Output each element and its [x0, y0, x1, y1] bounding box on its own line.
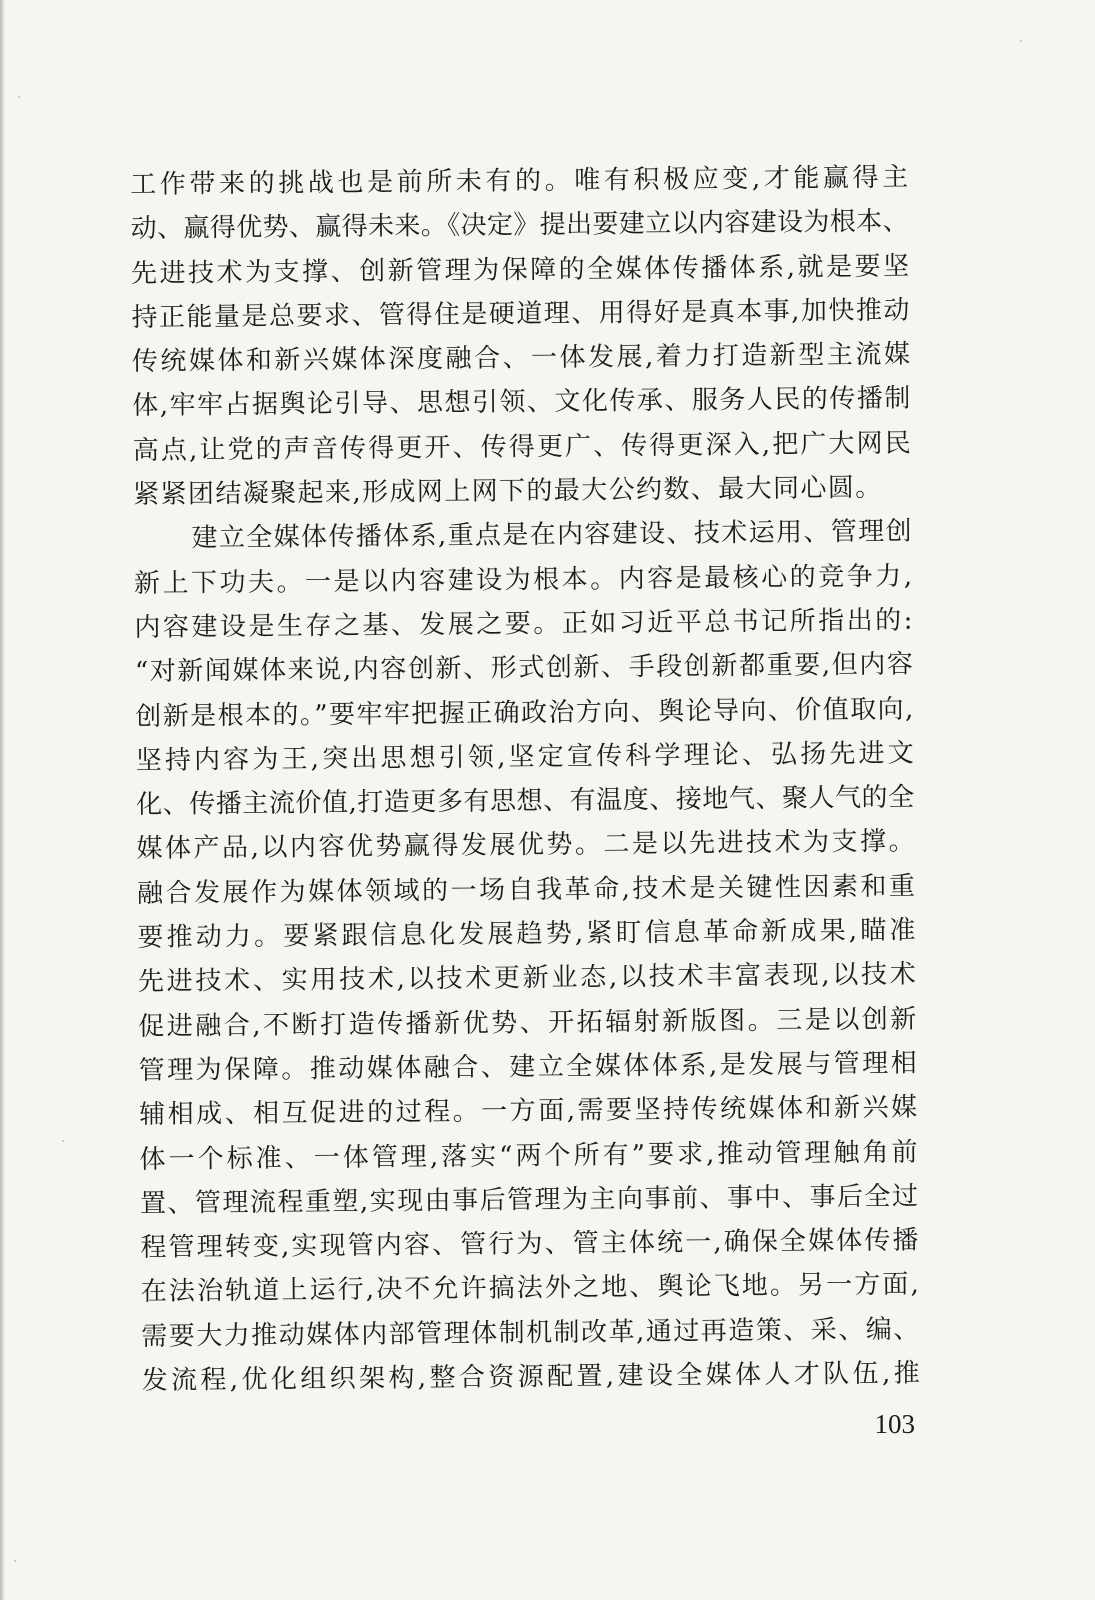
- text-line: 置、管理流程重塑,实现由事后管理为主向事前、事中、事后全过: [139, 1181, 919, 1219]
- text-line: 需要大力推动媒体内部管理体制机制改革,通过再造策、采、编、: [141, 1314, 920, 1352]
- text-line: 动、赢得优势、赢得未来。《决定》提出要建立以内容建设为根本、: [130, 206, 909, 245]
- text-line: “对新闻媒体来说,内容创新、形式创新、手段创新都重要,但内容: [134, 649, 913, 688]
- scan-edge: [0, 0, 5, 1600]
- paper-speck: [1020, 40, 1022, 42]
- paper-speck: [18, 96, 20, 98]
- paragraph-2: [133, 510, 919, 1403]
- paragraph-1: [130, 156, 911, 518]
- text-line: 持正能量是总要求、管得住是硬道理、用得好是真本事,加快推动: [131, 295, 910, 333]
- text-line: 传统媒体和新兴媒体深度融合、一体发展,着力打造新型主流媒: [131, 339, 911, 378]
- text-line: 化、传播主流价值,打造更多有思想、有温度、接地气、聚人气的全: [136, 782, 915, 821]
- text-line: 融合发展作为媒体领域的一场自我革命,技术是关键性因素和重: [136, 871, 916, 909]
- text-line: 体一个标准、一体管理,落实“两个所有”要求,推动管理触角前: [139, 1137, 918, 1175]
- text-line: 体,牢牢占据舆论引导、思想引领、文化传承、服务人民的传播制: [132, 384, 911, 422]
- text-line: 发流程,优化组织架构,整合资源配置,建设全媒体人才队伍,推: [141, 1358, 920, 1396]
- text-line: 创新是根本的。”要牢牢把握正确政治方向、舆论导向、价值取向,: [135, 694, 914, 732]
- text-line: 要推动力。要紧跟信息化发展趋势,紧盯信息革命新成果,瞄准: [137, 915, 916, 954]
- page-number: 103: [874, 1409, 915, 1439]
- text-line: 促进融合,不断打造传播新优势、开拓辐射新版图。三是以创新: [138, 1004, 917, 1042]
- text-line: 工作带来的挑战也是前所未有的。唯有积极应变,才能赢得主: [130, 162, 909, 200]
- text-line: 先进技术为支撑、创新管理为保障的全媒体传播体系,就是要坚: [130, 251, 910, 289]
- text-line: 管理为保障。推动媒体融合、建立全媒体体系,是发展与管理相: [138, 1048, 917, 1086]
- text-line: 高点,让党的声音传得更开、传得更广、传得更深入,把广大网民: [132, 428, 911, 466]
- text-line: 内容建设是生存之基、发展之要。正如习近平总书记所指出的:: [134, 605, 913, 643]
- text-line: 新上下功夫。一是以内容建设为根本。内容是最核心的竞争力,: [133, 561, 913, 599]
- text-line: 媒体产品,以内容优势赢得发展优势。二是以先进技术为支撑。: [136, 826, 915, 865]
- text-line: 先进技术、实用技术,以技术更新业态,以技术丰富表现,以技术: [137, 959, 916, 998]
- paper-speck: [14, 1560, 16, 1562]
- text-line: 在法治轨道上运行,决不允许搞法外之地、舆论飞地。另一方面,: [140, 1269, 919, 1308]
- text-line: 程管理转变,实现管内容、管行为、管主体统一,确保全媒体传播: [140, 1225, 919, 1264]
- text-line: 建立全媒体传播体系,重点是在内容建设、技术运用、管理创: [191, 516, 912, 554]
- page-body: [130, 156, 920, 1404]
- text-line: 紧紧团结凝聚起来,形成网上网下的最大公约数、最大同心圆。: [133, 472, 883, 511]
- text-line: 辅相成、相互促进的过程。一方面,需要坚持传统媒体和新兴媒: [138, 1092, 918, 1131]
- text-line: 坚持内容为王,突出思想引领,坚定宣传科学理论、弘扬先进文: [135, 738, 914, 776]
- paper-speck: [62, 1140, 64, 1142]
